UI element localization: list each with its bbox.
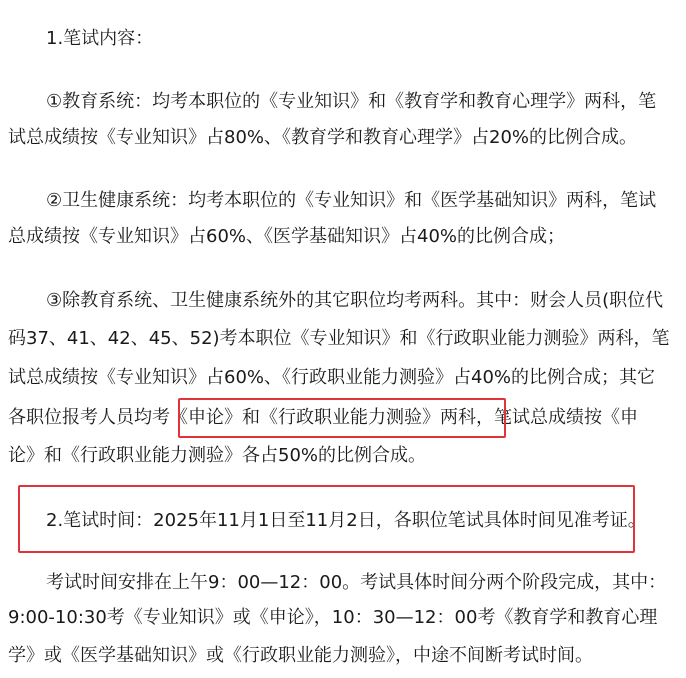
paragraph-other-line-2: 码37、41、42、45、52)考本职位《专业知识》和《行政职业能力测验》两科，笔 (8, 328, 670, 349)
line-4-suffix: ，笔试总成绩按《申 (476, 407, 638, 428)
highlighted-subjects: 《申论》和《行政职业能力测验》两科 (170, 407, 476, 428)
paragraph-other-line-5: 论》和《行政职业能力测验》各占50%的比例合成。 (8, 445, 427, 466)
highlight-box-subjects (178, 398, 506, 438)
exam-schedule-line-1: 考试时间安排在上午9：00—12：00。考试具体时间分两个阶段完成，其中： (46, 572, 667, 593)
exam-schedule-line-3: 学》或《医学基础知识》或《行政职业能力测验》，中途不间断考试时间。 (8, 645, 593, 666)
paragraph-education-line-2: 试总成绩按《专业知识》占80%、《教育学和教育心理学》占20%的比例合成。 (8, 127, 638, 148)
paragraph-education-line-1: ①教育系统：均考本职位的《专业知识》和《教育学和教育心理学》两科，笔 (46, 91, 657, 112)
paragraph-health-line-1: ②卫生健康系统：均考本职位的《专业知识》和《医学基础知识》两科，笔试 (46, 190, 657, 211)
line-4-prefix: 各职位报考人员均考 (8, 407, 170, 428)
exam-schedule-line-2: 9:00-10:30考《专业知识》或《申论》，10：30—12：00考《教育学和教育心理 (8, 607, 658, 628)
paragraph-other-line-3: 试总成绩按《专业知识》占60%、《行政职业能力测验》占40%的比例合成；其它 (8, 367, 656, 388)
paragraph-other-line-1: ③除教育系统、卫生健康系统外的其它职位均考两科。其中：财会人员(职位代 (46, 290, 664, 311)
section-heading-written-exam-content: 1.笔试内容： (46, 28, 154, 49)
highlight-box-exam-time (18, 485, 635, 553)
paragraph-health-line-2: 总成绩按《专业知识》占60%、《医学基础知识》占40%的比例合成； (8, 226, 566, 247)
exam-time-heading: 2.笔试时间：2025年11月1日至11月2日，各职位笔试具体时间见准考证。 (46, 510, 646, 531)
